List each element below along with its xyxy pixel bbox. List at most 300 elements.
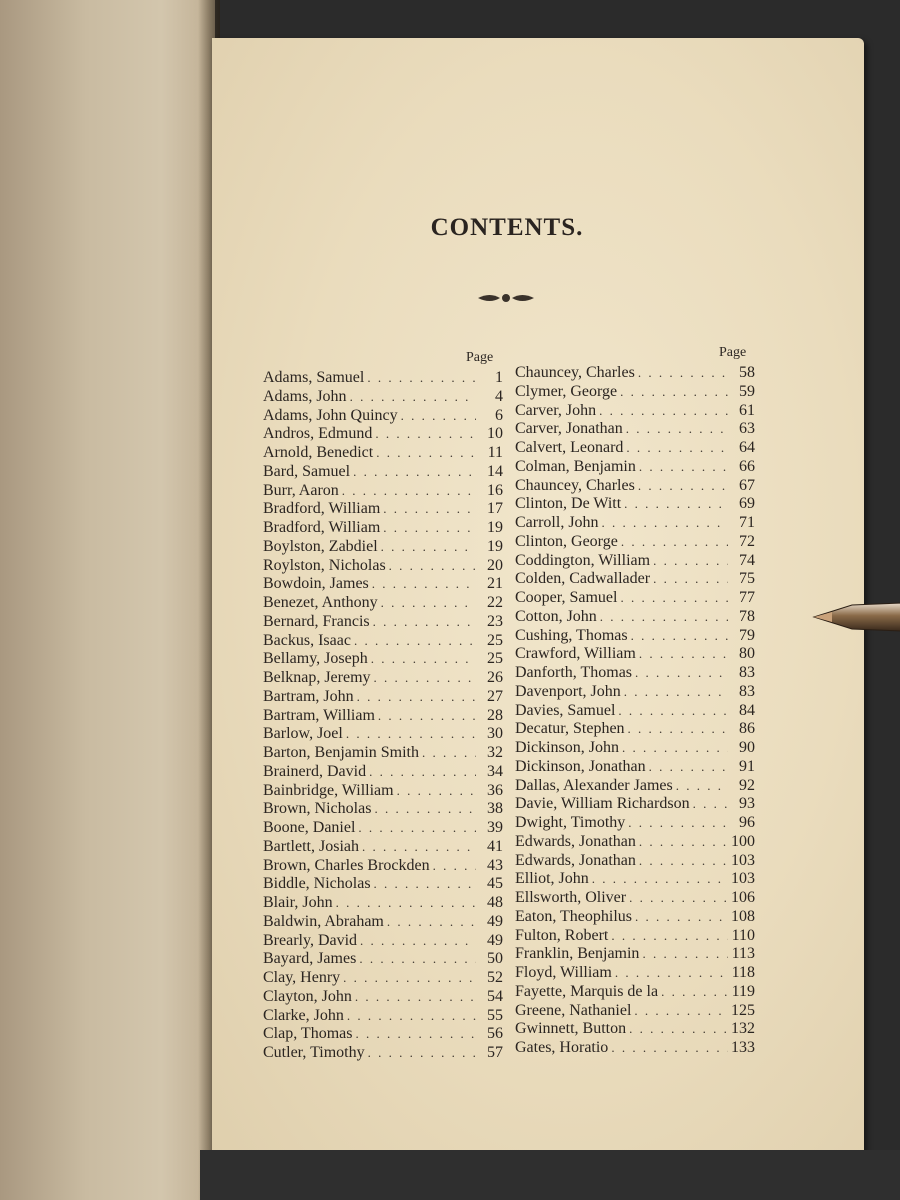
dot-leader [376,444,476,463]
entry-name: Adams, John [263,387,347,405]
entry-page-number: 56 [487,1025,503,1043]
contents-entry [515,645,755,664]
contents-entry [263,988,503,1007]
entry-page-number: 92 [739,776,755,794]
contents-entry [263,594,503,613]
dot-leader [368,1044,476,1063]
entry-name: Colman, Benjamin [515,457,636,475]
entry-page-number: 55 [487,1006,503,1024]
entry-page-number: 30 [487,725,503,743]
contents-entry [515,739,755,758]
entry-name: Carroll, John [515,514,599,531]
entry-page-number: 48 [487,894,503,911]
entry-name: Eaton, Theophilus [515,907,633,925]
dot-leader [628,720,728,739]
entry-page-number: 74 [739,551,755,569]
dot-leader [631,627,728,646]
entry-page-number: 79 [739,626,755,644]
entry-name: Clarke, John [263,1006,344,1024]
contents-entry [515,533,755,552]
entry-name: Dallas, Alexander James [515,776,673,794]
entry-name: Clinton, George [515,532,618,550]
contents-entry [263,463,503,482]
entry-name: Adams, Samuel [263,369,365,386]
entry-page-number: 6 [495,406,503,424]
dot-leader [599,402,728,421]
dot-leader [389,557,476,576]
dot-leader [387,913,476,932]
entry-name: Danforth, Thomas [515,664,633,681]
contents-entry [515,758,755,777]
dot-leader [347,1007,476,1026]
entry-page-number: 14 [487,462,503,480]
dot-leader [618,702,728,721]
dot-leader [642,945,728,964]
entry-name: Adams, John Quincy [263,406,398,424]
entry-name: Crawford, William [515,645,636,663]
entry-name: Chauncey, Charles [515,364,635,381]
entry-name: Bayard, James [263,950,357,968]
dot-leader [343,969,476,988]
entry-page-number: 28 [487,706,503,724]
entry-name: Carver, Jonathan [515,420,623,438]
dot-leader [693,795,728,814]
dot-leader [611,1039,728,1058]
contents-entry [263,744,503,763]
dot-leader [600,608,728,627]
contents-entry [515,814,755,833]
entry-page-number: 19 [487,537,503,555]
entry-page-number: 106 [731,889,755,906]
entry-page-number: 25 [487,650,503,668]
contents-entry [515,627,755,646]
contents-entry [515,889,755,908]
contents-entry [515,1002,755,1021]
contents-entry [515,702,755,721]
dot-leader [628,814,728,833]
entry-name: Gwinnett, Button [515,1020,627,1038]
entry-page-number: 72 [739,532,755,550]
entry-name: Carver, John [515,401,597,419]
dot-leader [353,463,476,482]
entry-page-number: 38 [487,800,503,818]
contents-entry [263,1007,503,1026]
contents-entry [263,894,503,913]
dot-leader [638,364,728,383]
entry-name: Benezet, Anthony [263,594,378,611]
dot-leader [350,388,476,407]
dot-leader [635,908,728,927]
entry-name: Boylston, Zabdiel [263,537,378,555]
contents-entry [515,514,755,533]
entry-name: Cotton, John [515,607,597,625]
entry-page-number: 26 [487,669,503,686]
contents-entry [515,833,755,852]
dot-leader [639,458,728,477]
entry-page-number: 103 [731,851,755,869]
entry-page-number: 10 [487,425,503,443]
contents-entry [515,964,755,983]
entry-page-number: 90 [739,739,755,756]
entry-name: Ellsworth, Oliver [515,889,627,906]
contents-entry [263,538,503,557]
entry-name: Clap, Thomas [263,1025,353,1043]
dot-leader [626,420,728,439]
contents-entry [515,795,755,814]
contents-entry [263,1025,503,1044]
entry-page-number: 11 [487,444,503,461]
contents-entry [515,945,755,964]
entry-page-number: 75 [739,570,755,588]
dot-leader [629,1020,728,1039]
contents-entry [515,439,755,458]
contents-entry [263,632,503,651]
entry-page-number: 86 [739,720,755,738]
contents-entry [515,458,755,477]
contents-entry [515,477,755,496]
dot-leader [372,575,476,594]
dot-leader [639,852,728,871]
entry-page-number: 4 [495,387,503,405]
entry-name: Edwards, Jonathan [515,851,636,869]
contents-entry [263,575,503,594]
entry-name: Elliot, John [515,870,589,888]
contents-entry [515,495,755,514]
background-surface [200,1150,900,1200]
contents-entry [515,720,755,739]
entry-name: Greene, Nathaniel [515,1001,632,1019]
entry-name: Calvert, Leonard [515,439,624,456]
entry-page-number: 100 [731,832,755,850]
contents-entry [515,908,755,927]
contents-entry [263,444,503,463]
entry-page-number: 50 [487,950,503,968]
entry-page-number: 36 [487,781,503,799]
dot-leader [626,439,728,458]
contents-entry [263,950,503,969]
dot-leader [611,927,728,946]
contents-entry [263,688,503,707]
dot-leader [367,369,476,388]
entry-name: Bartram, John [263,687,354,705]
entry-page-number: 21 [487,575,503,593]
dot-leader [374,669,476,688]
dot-leader [635,664,728,683]
entry-page-number: 25 [487,631,503,649]
dot-leader [676,777,728,796]
dot-leader [383,500,476,519]
entry-name: Barlow, Joel [263,725,343,743]
entry-name: Clay, Henry [263,969,341,986]
entry-page-number: 54 [487,987,503,1005]
contents-entry [263,800,503,819]
dot-leader [369,763,476,782]
dot-leader [639,645,728,664]
contents-entry [263,875,503,894]
entry-page-number: 66 [739,457,755,475]
entry-page-number: 132 [731,1020,755,1038]
contents-entry [515,983,755,1002]
entry-page-number: 19 [487,519,503,536]
entry-name: Biddle, Nicholas [263,875,371,893]
dot-leader [375,425,476,444]
dot-leader [342,482,476,501]
dot-leader [336,894,476,913]
dot-leader [354,632,476,651]
entry-name: Franklin, Benjamin [515,945,640,963]
entry-name: Belknap, Jeremy [263,669,371,686]
dot-leader [355,1025,476,1044]
entry-page-number: 125 [731,1001,755,1019]
contents-entry [263,782,503,801]
entry-page-number: 84 [739,701,755,719]
dot-leader [638,477,728,496]
entry-page-number: 41 [487,837,503,855]
entry-page-number: 49 [487,912,503,930]
entry-page-number: 57 [487,1044,503,1061]
contents-entry [263,969,503,988]
entry-name: Dickinson, John [515,739,619,756]
contents-entry [263,425,503,444]
dot-leader [358,819,476,838]
dot-leader [374,800,476,819]
entry-page-number: 43 [487,856,503,874]
entry-name: Cooper, Samuel [515,589,618,606]
contents-entry [263,519,503,538]
dot-leader [592,870,728,889]
dot-leader [639,833,728,852]
contents-left-column [263,369,503,1063]
entry-name: Floyd, William [515,964,612,981]
entry-name: Bowdoin, James [263,575,369,593]
dot-leader [653,552,728,571]
contents-entry [515,589,755,608]
entry-page-number: 78 [739,607,755,625]
entry-page-number: 77 [739,589,755,606]
contents-entry [263,707,503,726]
dot-leader [615,964,728,983]
entry-page-number: 49 [487,931,503,949]
contents-entry [263,557,503,576]
entry-name: Barton, Benjamin Smith [263,744,419,761]
contents-entry [515,364,755,383]
entry-name: Coddington, William [515,551,651,569]
contents-entry [515,777,755,796]
contents-entry [263,650,503,669]
entry-name: Dwight, Timothy [515,814,626,831]
dot-leader [362,838,476,857]
entry-page-number: 69 [739,495,755,513]
entry-page-number: 91 [739,757,755,775]
entry-name: Bartlett, Josiah [263,837,359,855]
dot-leader [661,983,728,1002]
dot-leader [381,594,476,613]
entry-name: Fayette, Marquis de la [515,982,659,1000]
contents-entry [515,683,755,702]
dot-leader [622,739,728,758]
entry-page-number: 34 [487,762,503,780]
dot-leader [359,950,476,969]
entry-name: Colden, Cadwallader [515,570,651,588]
dot-leader [374,875,476,894]
dot-leader [378,707,476,726]
entry-name: Bernard, Francis [263,612,370,630]
entry-page-number: 61 [739,401,755,419]
dot-leader [433,857,476,876]
contents-entry [263,500,503,519]
dot-leader [620,589,728,608]
dot-leader [371,650,476,669]
entry-name: Fulton, Robert [515,926,609,944]
entry-name: Clymer, George [515,382,618,400]
dot-leader [624,683,728,702]
dot-leader [383,519,476,538]
dot-leader [422,744,476,763]
entry-page-number: 17 [487,500,503,518]
contents-entry [515,1020,755,1039]
contents-entry [263,725,503,744]
entry-page-number: 119 [731,982,755,1000]
entry-page-number: 133 [731,1039,755,1056]
entry-page-number: 52 [487,969,503,986]
dot-leader [355,988,476,1007]
page-column-header-left: Page [466,350,494,365]
entry-name: Blair, John [263,894,333,911]
entry-page-number: 63 [739,420,755,438]
entry-name: Davie, William Richardson [515,795,690,813]
entry-page-number: 103 [731,870,755,888]
entry-page-number: 32 [487,744,503,761]
entry-page-number: 58 [739,364,755,381]
entry-page-number: 83 [739,682,755,700]
entry-name: Bartram, William [263,706,375,724]
entry-name: Bainbridge, William [263,781,394,799]
entry-page-number: 93 [739,795,755,813]
entry-page-number: 39 [487,819,503,836]
entry-name: Andros, Edmund [263,425,373,443]
entry-name: Cutler, Timothy [263,1044,365,1061]
contents-entry [515,383,755,402]
entry-name: Burr, Aaron [263,481,339,499]
entry-page-number: 59 [739,382,755,400]
entry-name: Brown, Nicholas [263,800,372,818]
contents-entry [263,407,503,426]
entry-name: Baldwin, Abraham [263,912,384,930]
dot-leader [397,782,476,801]
entry-name: Gates, Horatio [515,1039,609,1056]
entry-name: Arnold, Benedict [263,444,374,461]
contents-entry [515,1039,755,1058]
pen-tip [812,600,900,634]
entry-page-number: 27 [487,687,503,705]
dot-leader [620,383,728,402]
entry-name: Brown, Charles Brockden [263,856,430,874]
entry-name: Backus, Isaac [263,631,351,649]
contents-right-column [515,364,755,1058]
contents-entry [263,482,503,501]
entry-page-number: 71 [739,514,755,531]
contents-entry [515,570,755,589]
dot-leader [624,495,728,514]
entry-name: Brearly, David [263,931,358,949]
dot-leader [653,570,728,589]
dot-leader [634,1002,728,1021]
page-title: CONTENTS. [430,214,584,241]
entry-name: Decatur, Stephen [515,720,625,738]
entry-page-number: 45 [487,875,503,893]
contents-entry [515,852,755,871]
contents-entry [263,369,503,388]
entry-name: Dickinson, Jonathan [515,757,646,775]
entry-page-number: 16 [487,481,503,499]
entry-name: Brainerd, David [263,762,367,780]
dot-leader [360,932,476,951]
contents-entry [263,388,503,407]
entry-page-number: 22 [487,594,503,611]
entry-name: Davenport, John [515,682,621,700]
entry-page-number: 113 [731,945,755,963]
contents-entry [263,763,503,782]
contents-entry [263,613,503,632]
facing-page [0,0,215,1200]
entry-page-number: 1 [495,369,503,386]
contents-entry [515,927,755,946]
entry-name: Davies, Samuel [515,701,616,719]
contents-entry [515,420,755,439]
entry-page-number: 20 [487,556,503,574]
dot-leader [649,758,728,777]
contents-entry [263,913,503,932]
entry-page-number: 108 [731,907,755,925]
entry-name: Bard, Samuel [263,462,351,480]
decorative-ornament [476,290,536,306]
entry-name: Cushing, Thomas [515,626,628,644]
entry-page-number: 67 [739,476,755,494]
entry-page-number: 118 [731,964,755,981]
contents-entry [515,664,755,683]
contents-entry [263,932,503,951]
entry-name: Clayton, John [263,987,352,1005]
dot-leader [629,889,728,908]
contents-entry [263,838,503,857]
contents-entry [515,552,755,571]
entry-page-number: 96 [739,814,755,831]
entry-page-number: 110 [731,926,755,944]
contents-entry [263,669,503,688]
entry-name: Bradford, William [263,519,381,536]
contents-entry [263,819,503,838]
dot-leader [401,407,476,426]
dot-leader [357,688,476,707]
dot-leader [381,538,476,557]
entry-name: Boone, Daniel [263,819,356,836]
dot-leader [373,613,476,632]
entry-name: Roylston, Nicholas [263,556,386,574]
contents-entry [515,402,755,421]
contents-entry [515,870,755,889]
dot-leader [621,533,728,552]
entry-page-number: 64 [739,439,755,456]
dot-leader [602,514,728,533]
contents-entry [263,1044,503,1063]
contents-entry [263,857,503,876]
entry-name: Clinton, De Witt [515,495,622,513]
page-column-header-right: Page [719,345,747,360]
entry-page-number: 23 [487,612,503,630]
contents-entry [515,608,755,627]
entry-name: Chauncey, Charles [515,476,635,494]
dot-leader [346,725,476,744]
